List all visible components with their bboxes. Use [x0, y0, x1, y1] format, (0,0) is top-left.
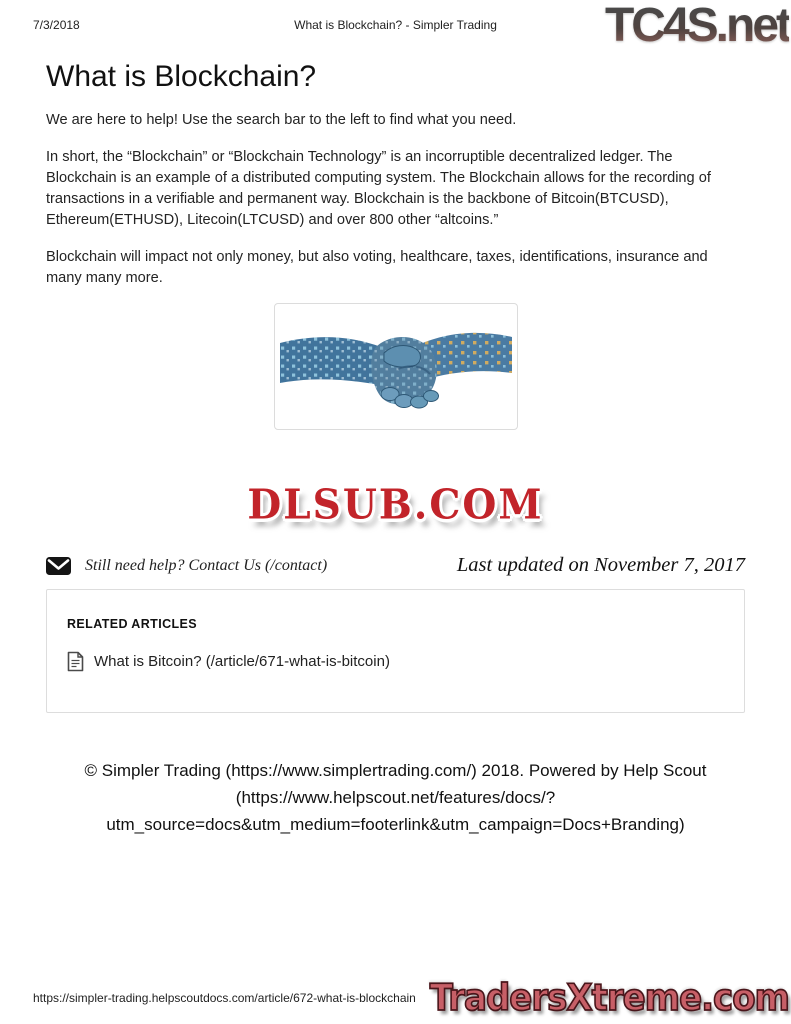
- footer-line: © Simpler Trading (https://www.simplertrading.com/) 2018. Powered by Help Scout: [84, 761, 707, 780]
- article-paragraph: In short, the “Blockchain” or “Blockchain Technology” is an incorruptible decentralized ledger. The Blockchain is an example of a distributed computing system. The Blockchain allows for the recording of transactions in a verifiable and permanent way. Blockchain is the backbone of Bitcoin(BTCUSD), Ethereum(ETHUSD), Litecoin(LTCUSD) and over 800 other “altcoins.”: [46, 149, 711, 228]
- related-article-label[interactable]: What is Bitcoin? (/article/671-what-is-bitcoin): [94, 653, 390, 670]
- contact-us-label[interactable]: Still need help? Contact Us (/contact): [85, 556, 328, 574]
- related-articles-heading: RELATED ARTICLES: [67, 617, 198, 631]
- print-page-title: What is Blockchain? - Simpler Trading: [294, 18, 497, 32]
- copyright-footer: [0, 757, 791, 838]
- article-title: What is Blockchain?: [46, 60, 317, 93]
- related-articles-box: [46, 589, 745, 713]
- tradersxtreme-watermark-logo: TradersXtreme.com: [429, 976, 789, 1020]
- article-paragraph: Blockchain will impact not only money, but also voting, healthcare, taxes, identifications, insurance and many many more.: [46, 249, 708, 286]
- help-meta-row: [0, 554, 791, 577]
- dlsub-watermark-logo: DLSUB.COM: [247, 480, 544, 530]
- print-source-url: https://simpler-trading.helpscoutdocs.com/article/672-what-is-blockchain: [33, 991, 416, 1005]
- envelope-icon: [46, 557, 71, 575]
- last-updated-text: Last updated on November 7, 2017: [456, 554, 745, 576]
- related-article-link[interactable]: [67, 651, 724, 672]
- tc4s-watermark-logo: TC4S.net: [604, 0, 789, 52]
- blockchain-handshake-image: [274, 303, 518, 430]
- document-icon: [67, 651, 84, 672]
- contact-us-link[interactable]: [46, 557, 327, 575]
- handshake-illustration: [280, 309, 512, 424]
- footer-line: (https://www.helpscout.net/features/docs/?: [235, 788, 556, 807]
- article-paragraph: We are here to help! Use the search bar to the left to find what you need.: [46, 112, 517, 128]
- footer-line: utm_source=docs&utm_medium=footerlink&utm_campaign=Docs+Branding): [106, 815, 685, 834]
- print-date: 7/3/2018: [33, 18, 80, 32]
